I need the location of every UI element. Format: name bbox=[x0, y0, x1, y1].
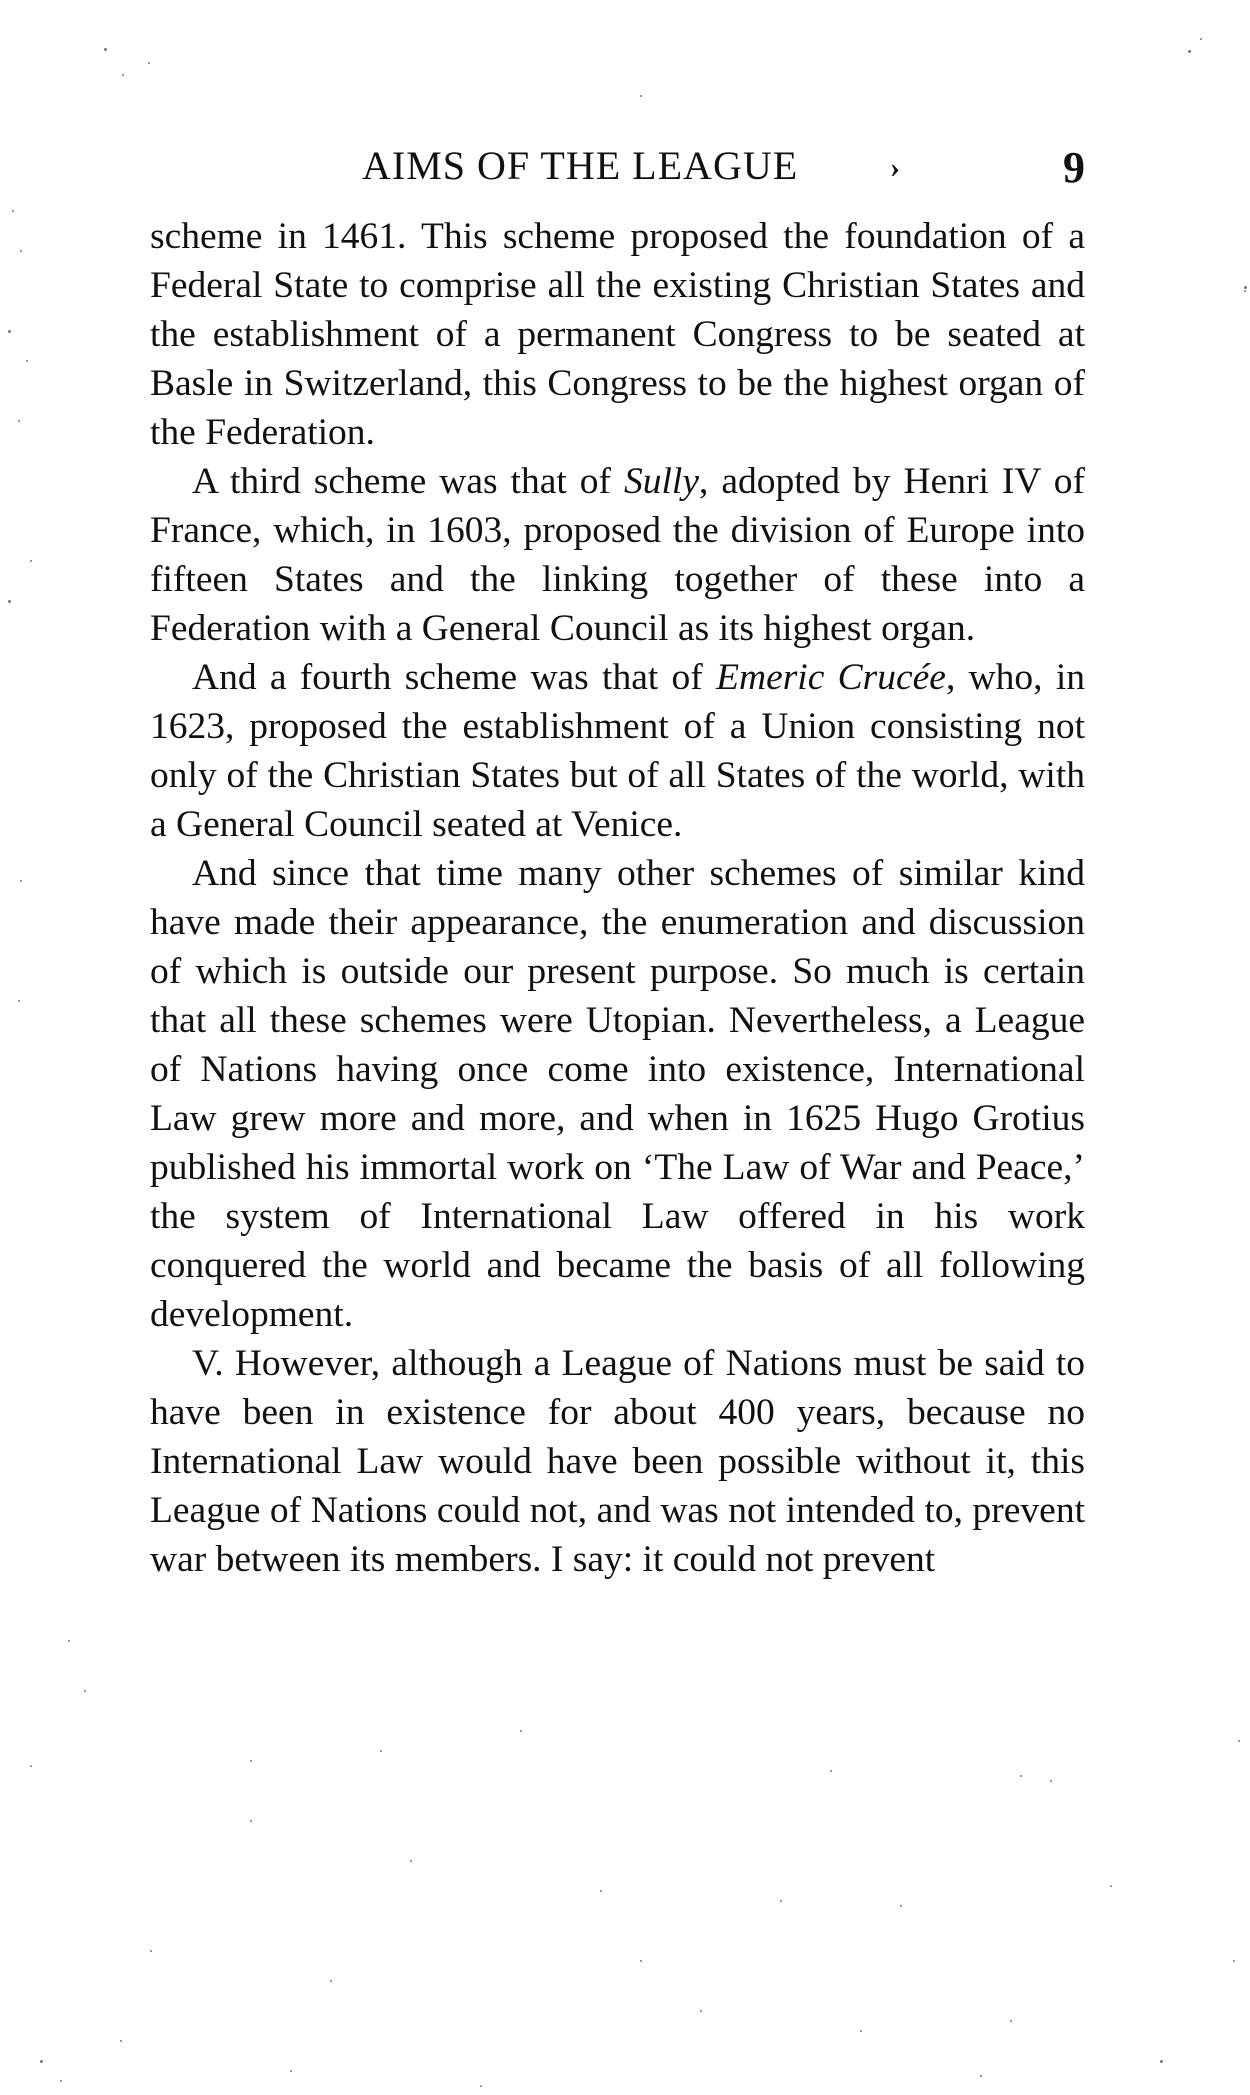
paragraph bbox=[150, 849, 1085, 1339]
scan-speck bbox=[1050, 1780, 1052, 1782]
scan-speck bbox=[148, 62, 150, 64]
scan-speck bbox=[290, 2070, 292, 2072]
scan-speck bbox=[1233, 1960, 1235, 1962]
paragraph bbox=[150, 1339, 1085, 1584]
header-mark: › bbox=[890, 151, 900, 184]
scan-speck bbox=[980, 2075, 982, 2077]
body-text bbox=[150, 212, 1085, 1584]
scan-speck bbox=[26, 360, 28, 362]
scan-speck bbox=[1010, 2020, 1012, 2022]
scan-speck bbox=[900, 1905, 902, 1907]
scan-speck bbox=[150, 1950, 152, 1952]
scan-speck bbox=[860, 2030, 862, 2032]
running-head: AIMS OF THE LEAGUE bbox=[362, 143, 799, 188]
scan-speck bbox=[8, 330, 11, 333]
scan-speck bbox=[640, 1960, 642, 1962]
scan-speck bbox=[122, 74, 124, 76]
scan-speck bbox=[410, 1860, 412, 1862]
scan-speck bbox=[104, 48, 107, 51]
scan-speck bbox=[640, 95, 642, 97]
scan-speck bbox=[830, 1770, 832, 1772]
scan-speck bbox=[30, 1765, 32, 1767]
scan-speck bbox=[18, 1000, 20, 1002]
paragraph bbox=[150, 653, 1085, 849]
scan-speck bbox=[1188, 50, 1191, 53]
scan-speck bbox=[700, 2010, 702, 2012]
scan-speck bbox=[68, 1640, 70, 1642]
paragraph bbox=[150, 212, 1085, 457]
scan-speck bbox=[330, 1980, 332, 1982]
italic-name: Sully bbox=[624, 461, 699, 502]
scan-speck bbox=[1110, 1885, 1112, 1887]
text-run: A third scheme was that of bbox=[192, 461, 624, 502]
scan-speck bbox=[1020, 1775, 1022, 1777]
scan-speck bbox=[1244, 286, 1247, 289]
scan-speck bbox=[380, 1750, 382, 1752]
scan-speck bbox=[250, 1760, 252, 1762]
scan-speck bbox=[480, 2085, 482, 2087]
scan-speck bbox=[18, 420, 20, 422]
scan-speck bbox=[1160, 2060, 1163, 2063]
scan-speck bbox=[120, 2040, 122, 2042]
text-run: scheme in 1461. This scheme proposed the foundation of a Federal State to comprise all the existing Christian States and the establishment of a permanent Congress to be seated at Basle in Switzerland, this Congress to be the highest organ of the Federation. bbox=[150, 216, 1085, 453]
scan-speck bbox=[250, 1820, 252, 1822]
scan-speck bbox=[40, 2060, 43, 2063]
text-run: , who, in 1623, proposed the establishment of a Union consisting not only of the Christian States but of all States of the world, with a General Council seated at Venice. bbox=[150, 657, 1085, 845]
scan-speck bbox=[30, 560, 32, 562]
page-number: 9 bbox=[1063, 143, 1085, 192]
scan-speck bbox=[12, 210, 14, 212]
scan-speck bbox=[1200, 38, 1202, 40]
italic-name: Emeric Crucée bbox=[716, 657, 946, 698]
scan-speck bbox=[8, 600, 11, 603]
scan-speck bbox=[20, 880, 22, 882]
paragraph bbox=[150, 457, 1085, 653]
scan-speck bbox=[84, 1690, 86, 1692]
text-run: And a fourth scheme was that of bbox=[192, 657, 717, 698]
scan-speck bbox=[520, 1730, 522, 1732]
page-header bbox=[150, 138, 1085, 194]
scan-speck bbox=[60, 2080, 62, 2082]
scan-speck bbox=[1244, 290, 1246, 292]
text-run: And since that time many other schemes of similar kind have made their appearance, the enumeration and discussion of which is outside our present purpose. So much is certain that all these schemes were Utopian. Nevertheless, a League of Nations having once come into existence, International Law grew more and more, and when in 1625 Hugo Grotius published his immortal work on ‘The Law of War and Peace,’ the system of International Law offered in his work conquered the world and became the basis of all following development. bbox=[150, 853, 1085, 1335]
scan-speck bbox=[600, 1890, 602, 1892]
scan-speck bbox=[780, 1900, 782, 1902]
scan-speck bbox=[1238, 1740, 1240, 1742]
text-run: , adopted by Henri IV of France, which, in 1603, proposed the division of Europe into fifteen States and the linking together of these into a Federation with a General Council as its highest organ. bbox=[150, 461, 1086, 649]
scan-speck bbox=[20, 250, 22, 252]
text-run: V. However, although a League of Nations must be said to have been in existence for about 400 years, because no International Law would have been possible without it, this League of Nations could not, and was not intended to, prevent war between its members. I say: it could not prevent bbox=[150, 1343, 1085, 1580]
